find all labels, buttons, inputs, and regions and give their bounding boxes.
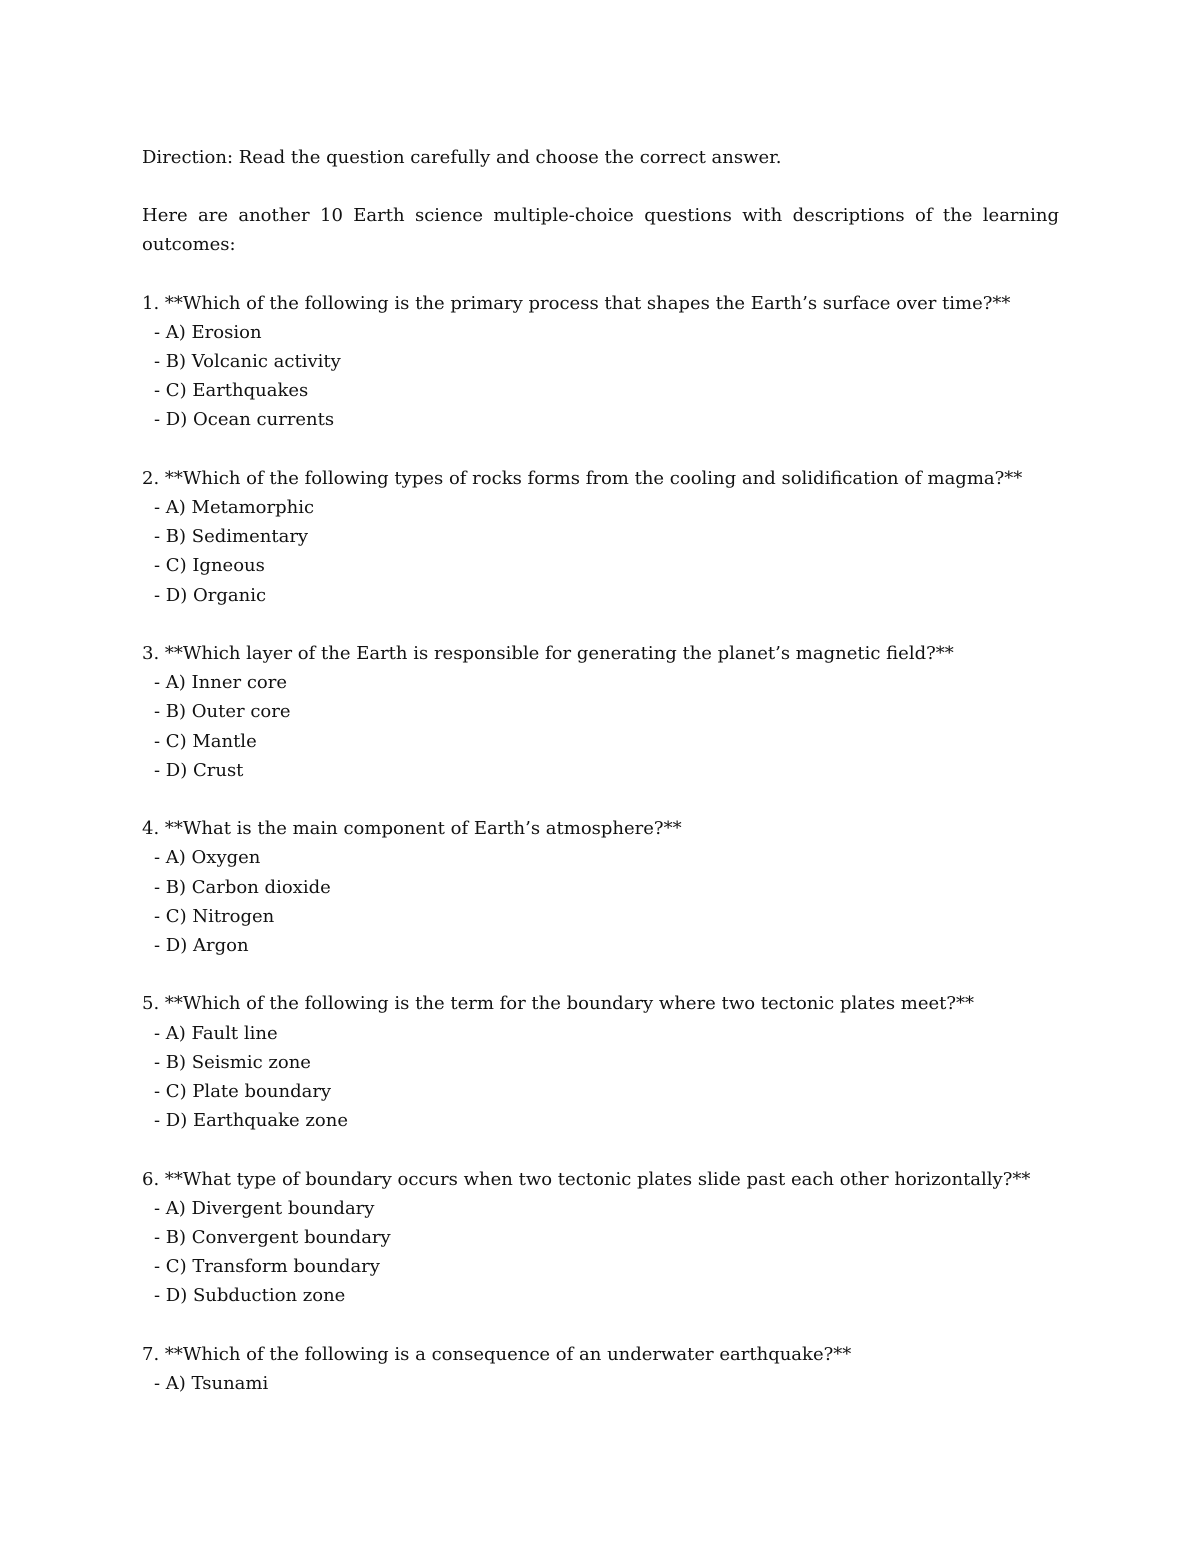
question-text: 4. **What is the main component of Earth’s atmosphere?** [142,818,682,840]
option-c: - C) Earthquakes [154,380,309,402]
option-d: - D) Subduction zone [154,1285,346,1307]
option-a: - A) Fault line [154,1022,278,1044]
question-4 [142,814,1059,960]
question-text: 2. **Which of the following types of rocks forms from the cooling and solidification of magma?** [142,467,1023,489]
question-text: 7. **Which of the following is a consequence of an underwater earthquake?** [142,1343,852,1365]
option-d: - D) Crust [154,759,244,781]
option-c: - C) Plate boundary [154,1081,332,1103]
question-text: 3. **Which layer of the Earth is responsible for generating the planet’s magnetic field?** [142,643,954,665]
document-page [142,143,1059,1427]
question-6 [142,1165,1059,1311]
question-5 [142,989,1059,1135]
option-c: - C) Mantle [154,730,257,752]
option-b: - B) Outer core [154,701,291,723]
question-3 [142,639,1059,785]
option-a: - A) Inner core [154,672,287,694]
option-b: - B) Convergent boundary [154,1227,391,1249]
direction-text: Direction: Read the question carefully and choose the correct answer. [142,147,782,168]
option-c: - C) Igneous [154,555,265,577]
option-b: - B) Sedimentary [154,526,309,548]
option-a: - A) Erosion [154,321,262,343]
option-b: - B) Carbon dioxide [154,876,331,898]
option-d: - D) Argon [154,935,249,957]
option-d: - D) Ocean currents [154,409,335,431]
question-7 [142,1340,1059,1398]
option-d: - D) Earthquake zone [154,1110,348,1132]
option-c: - C) Nitrogen [154,905,275,927]
question-1 [142,289,1059,435]
question-text: 1. **Which of the following is the primary process that shapes the Earth’s surface over time?** [142,292,1011,314]
question-text: 6. **What type of boundary occurs when two tectonic plates slide past each other horizontally?** [142,1168,1031,1190]
question-2 [142,464,1059,610]
option-b: - B) Volcanic activity [154,351,341,373]
option-a: - A) Tsunami [154,1373,269,1395]
option-a: - A) Metamorphic [154,497,315,519]
option-b: - B) Seismic zone [154,1051,311,1073]
option-c: - C) Transform boundary [154,1256,380,1278]
option-a: - A) Oxygen [154,847,261,869]
intro-paragraph: Here are another 10 Earth science multiple-choice questions with descriptions of the learning outcomes: [142,205,1059,256]
question-text: 5. **Which of the following is the term for the boundary where two tectonic plates meet?** [142,993,975,1015]
option-d: - D) Organic [154,584,267,606]
option-a: - A) Divergent boundary [154,1197,375,1219]
